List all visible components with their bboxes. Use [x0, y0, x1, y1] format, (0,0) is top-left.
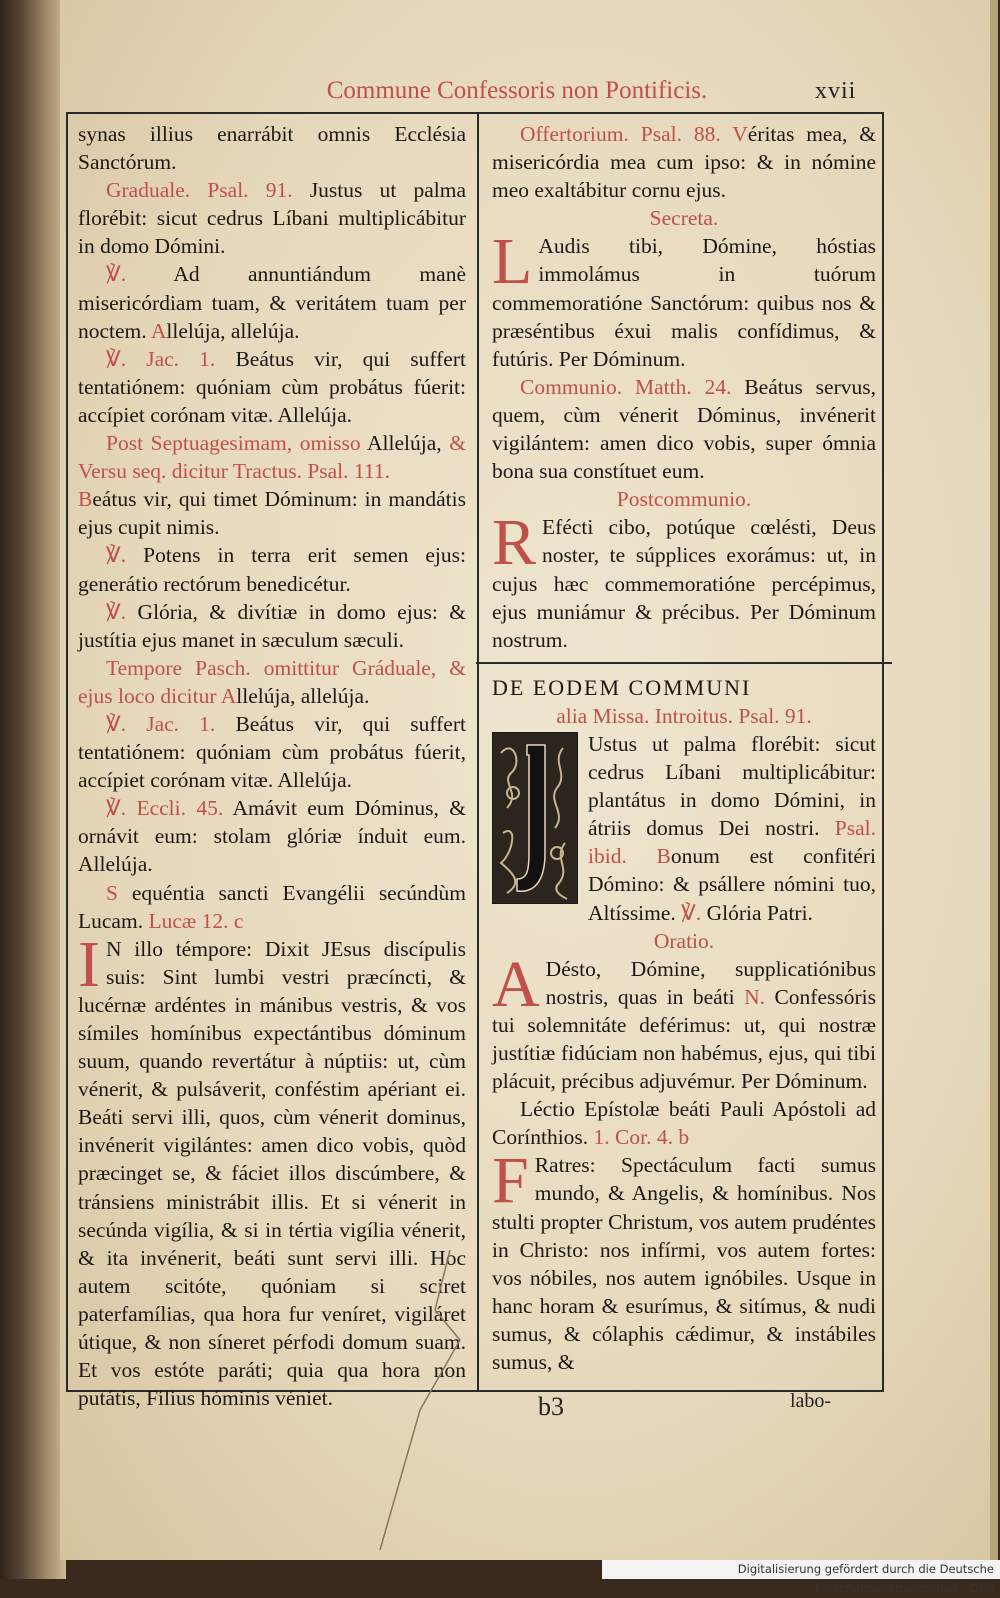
text: Efécti cibo, potúque cœlésti, Deus noster, te súpplices exorámus: ut, in cujus hæc commemoratióne percépimus, ejus muniámur & précibus. Per Dóminum nostrum.	[492, 515, 876, 652]
initial-capital: R	[492, 506, 537, 580]
text: llelúja, allelúja.	[236, 683, 370, 708]
versicle-mark: ℣. Eccli. 45.	[106, 796, 224, 821]
rubric: Lucæ 12. c	[148, 908, 244, 933]
text: Beátus vir, qui suffert tentatiónem: quóniam cùm probátus fúerit, accípiet corónam vitæ. Allelúja.	[78, 711, 466, 793]
versicle-mark: ℣.	[681, 900, 702, 925]
text: equéntia sancti Evangélii secúndùm Lucam.	[78, 880, 466, 933]
drop-letter: V	[732, 122, 748, 146]
folio-number: xvii	[815, 78, 857, 104]
versicle-mark: ℣.	[106, 262, 127, 287]
text-line: synas illius enarrábit omnis Ecclésia Sanctórum.	[78, 122, 466, 175]
rubric: Psal. ibid.	[588, 816, 876, 869]
text: eátus vir, qui timet Dóminum: in mandátis ejus cupit nimis.	[78, 487, 466, 540]
left-column	[78, 120, 466, 1412]
rubric: alia Missa.	[556, 703, 650, 728]
rubric: N.	[744, 984, 766, 1009]
running-title: Commune Confessoris non Pontificis.	[326, 77, 708, 104]
gospel-text: N illo témpore: Dixit JEsus discípulis suis: Sint lumbi vestri præcíncti, & lucérnæ ardéntes in mánibus vestris, & vos símiles homínibus expectántibus dóminum suum, quando revertátur à núptiis: ut, cùm vénerit, & pulsáverit, conféstim apériant ei. Beáti servi illi, quos, cùm vénerit dominus, invénerit vigilántes: amen dico vobis, quòd præcinget se, & fáciet illos discúmbere, & tránsiens ministrábit illis. Et si vénerit in secúnda vigília, & si in tértia vigília vénerit, & ita invénerit, beáti sunt servi illi. Hoc autem scitóte, quóniam si sciret paterfamílias, qua hora fur veníret, vigiláret útique, & non síneret pérfodi domum suam. Et vos estóte paráti; quia qua hora non putátis, Fílius hóminis véniet.	[78, 936, 466, 1411]
right-column	[492, 120, 876, 1376]
text: Glória, & divítiæ in domo ejus: & justítia ejus manet in sæculum sæculi.	[78, 599, 466, 652]
text: Léctio Epístolæ beáti Pauli Apóstoli ad Corínthios.	[492, 1097, 876, 1150]
column-divider	[477, 114, 479, 1390]
versicle-mark: ℣.	[106, 543, 127, 568]
versicle-mark: ℣. Jac. 1.	[106, 711, 216, 736]
versicle-mark: ℣. Jac. 1.	[106, 346, 216, 371]
initial-capital: L	[492, 225, 533, 299]
rubric: Introitus. Psal. 91.	[654, 703, 812, 728]
text: llelúja, allelúja.	[166, 318, 300, 343]
ornamental-initial-j-icon	[492, 732, 578, 904]
page-tear-icon	[340, 1250, 540, 1550]
book-page	[60, 0, 998, 1560]
text: Glória Patri.	[706, 900, 813, 925]
text: Ustus ut palma florébit: sicut cedrus Líbani multiplicábitur: plantátus in domo Dómini, in átriis domus Dei nostri.	[588, 731, 876, 841]
text: Désto, Dómine, supplicatiónibus nostris, quas in beáti	[545, 956, 876, 1009]
text: Justus ut palma florébit: sicut cedrus Líbani multiplicábitur in domo Dómini.	[78, 178, 466, 259]
rubric: Graduale. Psal. 91.	[106, 178, 293, 203]
text: Confessóris tui solemnitáte deférimus: ut, qui nostræ justítiæ fidúciam non habémus, ejus, qui tibi plácuit, précibus adjuvémur. Per Dóminum.	[492, 984, 876, 1094]
dfg-credit: Digitalisierung gefördert durch die Deutsche Forschungsgemeinschaft · DFG	[602, 1560, 1000, 1579]
mass-title: DE EODEM COMMUNI	[492, 674, 752, 700]
section-heading: Oratio.	[653, 928, 715, 953]
rubric: & Versu seq. dicitur Tractus. Psal. 111.	[78, 431, 466, 484]
epistle-text: Ratres: Spectáculum facti sumus mundo, & Angelis, & homínibus. Nos stulti propter Christum, vos autem prudéntes in Christo: nos infírmi, vos autem fortes: vos nóbiles, nos autem ignóbiles. Usque in hanc horam & esurímus, & sitímus, & nudi sumus, & cólaphis cǽdimur, & instábiles sumus, &	[492, 1153, 876, 1375]
initial-capital: A	[492, 947, 540, 1021]
rubric: 1. Cor. 4. b	[593, 1125, 690, 1150]
text: Beátus servus, quem, cùm vénerit Dóminus, invénerit vigilántem: amen dico vobis, super ómnia bona sua constítuet eum.	[492, 374, 876, 484]
versicle-mark: ℣.	[106, 599, 127, 624]
text: onum est confitéri Dómino: & psállere nómini tuo, Altíssime.	[588, 844, 876, 925]
drop-letter: S	[106, 880, 118, 905]
rubric: Communio. Matth. 24.	[520, 374, 732, 399]
book-spine	[0, 0, 66, 1579]
catchword: labo-	[790, 1390, 832, 1412]
signature-mark: b3	[538, 1392, 564, 1421]
drop-letter: B	[656, 844, 671, 869]
text: Ad annuntiándum manè misericórdiam tuam, & veritátem tuam per noctem.	[78, 262, 466, 343]
rubric: Tempore Pasch. omittitur Gráduale, & ejus loco dicitur	[78, 655, 466, 708]
text: Allelúja,	[367, 431, 442, 456]
text: Amávit eum Dóminus, & ornávit eum: stolam glóriæ índuit eum. Allelúja.	[78, 796, 466, 877]
rubric: Post Septuagesimam, omisso	[106, 431, 361, 456]
initial-capital: F	[492, 1144, 529, 1218]
text: éritas mea, & misericórdia mea cum ipso: & in nómine meo exaltábitur cornu ejus.	[492, 122, 876, 203]
text: Potens in terra erit semen ejus: generátio rectórum benedicétur.	[78, 543, 466, 596]
section-heading: Secreta.	[649, 206, 719, 231]
text: Audis tibi, Dómine, hóstias immolámus in tuórum commemoratióne Sanctórum: quibus nos & præséntibus éxui malis confídimus, & futúris. Per Dóminum.	[492, 234, 876, 371]
text: Beátus vir, qui suffert tentatiónem: quóniam cùm probátus fúerit: accípiet corónam vitæ. Allelúja.	[78, 346, 466, 427]
rubric: Offertorium. Psal. 88.	[520, 122, 721, 146]
drop-letter: A	[220, 683, 237, 708]
section-heading: Postcommunio.	[616, 487, 752, 512]
drop-letter: B	[78, 487, 93, 512]
initial-capital: I	[78, 927, 100, 1001]
section-rule	[476, 662, 892, 664]
drop-letter: A	[150, 318, 167, 343]
